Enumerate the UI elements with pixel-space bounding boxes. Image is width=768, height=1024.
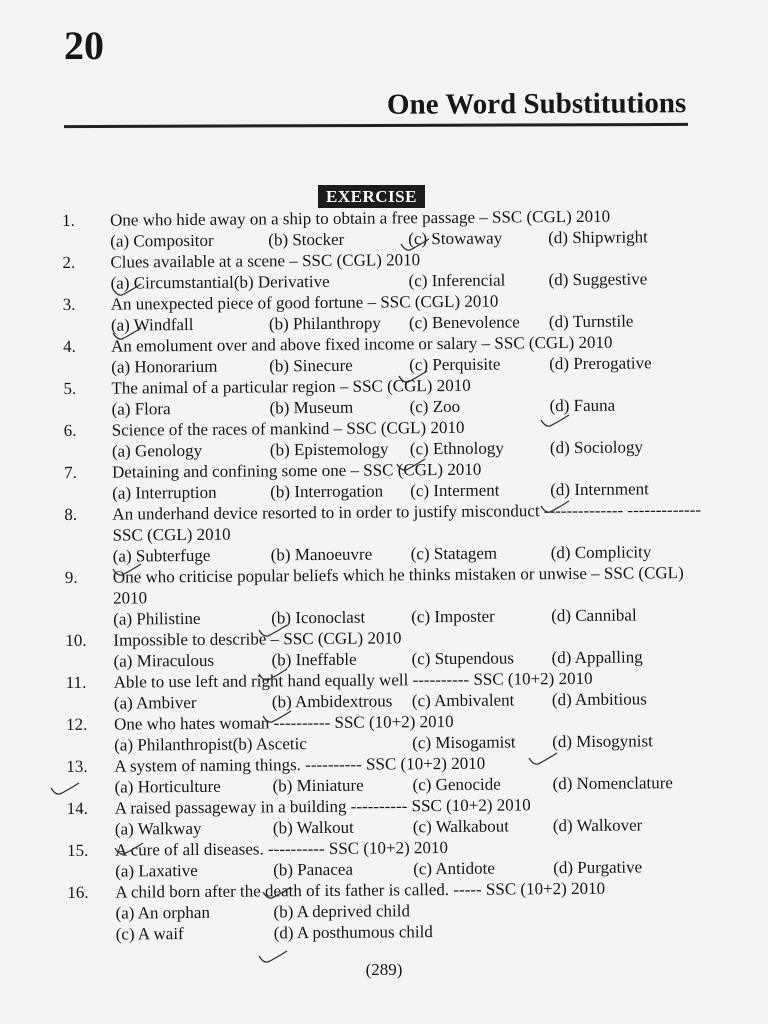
answer-option: (c) Stowaway [408, 228, 503, 249]
answer-option: (c) Antidote [413, 858, 495, 879]
answer-option: (c) Stupendous [411, 648, 515, 669]
answer-option: (c) A waif [115, 924, 184, 944]
answer-option: (a) Subterfuge [112, 545, 211, 566]
answer-option: (c) Benevolence [408, 312, 520, 333]
answer-option: (c) Genocide [412, 774, 501, 795]
answer-option: (a) Philistine [113, 608, 201, 629]
answer-option: (b) Stocker [268, 229, 345, 250]
question-number: 15. [66, 840, 89, 860]
answer-option: (d) Sociology [549, 437, 643, 458]
page-number: (289) [365, 960, 403, 979]
question-item [67, 835, 717, 882]
question-text: A child born after the death of its father is called. ----- SSC (10+2) 2010 [115, 878, 606, 902]
question-item [63, 331, 713, 378]
answer-option: (c) Ambivalent [411, 690, 515, 711]
question-item [65, 562, 715, 630]
question-text: Science of the races of mankind – SSC (CGL) 2010 [111, 417, 465, 440]
question-number: 1. [62, 210, 75, 230]
question-number: 5. [63, 378, 77, 398]
question-item [64, 457, 714, 504]
question-text: Clues available at a scene – SSC (CGL) 2010 [110, 250, 421, 272]
answer-option: (a) Philanthropist(b) Ascetic [114, 734, 307, 755]
answer-option: (b) Philanthropy [268, 313, 381, 334]
question-number: 8. [64, 504, 78, 524]
question-item [65, 625, 715, 672]
question-number: 10. [65, 630, 87, 650]
answer-option: (b) Epistemology [269, 439, 389, 460]
answer-option: (c) Walkabout [412, 816, 509, 837]
question-text: One who hates woman ---------- SSC (10+2) 2010 [113, 711, 454, 734]
title-underline [64, 123, 688, 128]
answer-option: (d) Shipwright [548, 227, 648, 248]
question-item [67, 793, 717, 840]
answer-option: (a) Horticulture [114, 776, 221, 797]
answer-option: (a) Windfall [110, 314, 194, 335]
question-text: One who criticise popular beliefs which he thinks mistaken or unwise – SSC (CGL) 2010 [112, 563, 684, 608]
question-number: 12. [65, 714, 88, 734]
answer-option: (a) Walkway [114, 818, 202, 839]
question-number: 9. [64, 567, 78, 587]
answer-option: (b) Walkout [272, 817, 354, 838]
answer-option: (a) Ambiver [113, 692, 197, 713]
answer-option: (d) Ambitious [551, 689, 647, 710]
question-text: Impossible to describe – SSC (CGL) 2010 [113, 628, 402, 650]
answer-option: (a) Compositor [110, 230, 214, 251]
answer-option: (d) Appalling [551, 647, 643, 668]
answer-option: (d) A posthumous child [273, 922, 433, 943]
question-text: An emolument over and above fixed income or salary – SSC (CGL) 2010 [110, 332, 613, 356]
question-text: An underhand device resorted to in order to justify misconduct -------------- ------------- SSC (CGL) 2010 [112, 499, 702, 545]
answer-option: (c) Inferencial [408, 270, 506, 291]
question-text: An unexpected piece of good fortune – SSC (CGL) 2010 [110, 291, 499, 314]
question-number: 14. [66, 798, 89, 818]
answer-option: (d) Suggestive [548, 269, 648, 290]
answer-option: (d) Complicity [550, 542, 652, 563]
answer-option: (c) Misogamist [412, 732, 516, 753]
chapter-title: One Word Substitutions [386, 87, 687, 121]
answer-option: (a) Honorarium [111, 356, 218, 377]
question-number: 3. [62, 294, 76, 314]
question-item [64, 499, 714, 567]
answer-option: (c) Ethnology [409, 438, 504, 459]
question-item [63, 289, 713, 336]
answer-option: (c) Zoo [409, 396, 461, 417]
question-item [62, 205, 712, 252]
exercise-heading: EXERCISE [318, 185, 425, 208]
answer-option: (a) Genology [111, 440, 203, 461]
answer-option: (d) Purgative [553, 857, 643, 878]
answer-option: (d) Cannibal [551, 605, 637, 626]
answer-option: (a) Circumstantial(b) Derivative [110, 271, 330, 293]
question-text: A raised passageway in a building ---------- SSC (10+2) 2010 [114, 795, 531, 818]
answer-option: (b) Miniature [272, 775, 364, 796]
answer-option: (c) Interment [410, 480, 500, 501]
question-number: 6. [63, 420, 77, 440]
question-text: The animal of a particular region – SSC (CGL) 2010 [111, 375, 471, 398]
answer-option: (b) Interrogation [270, 481, 384, 502]
question-text: A system of naming things. ---------- SSC (10+2) 2010 [114, 753, 486, 776]
question-item [66, 709, 716, 756]
answer-option: (d) Nomenclature [552, 773, 673, 794]
question-item [66, 667, 716, 714]
answer-option: (b) Ineffable [271, 649, 357, 670]
question-item [62, 247, 712, 294]
answer-option: (a) Interruption [112, 482, 217, 503]
answer-option: (b) A deprived child [273, 901, 411, 922]
question-text: Detaining and confining some one – SSC (CGL) 2010 [111, 459, 482, 482]
question-number: 4. [62, 336, 76, 356]
answer-option: (b) Ambidextrous [271, 691, 393, 712]
question-item [64, 415, 714, 462]
answer-option: (a) Flora [111, 399, 171, 419]
question-item [67, 877, 717, 945]
answer-option: (b) Museum [269, 397, 354, 418]
answer-option: (b) Sinecure [269, 355, 353, 376]
answer-option: (d) Internment [550, 479, 649, 500]
question-item [63, 373, 713, 420]
question-number: 2. [62, 252, 76, 272]
answer-option: (c) Imposter [411, 606, 495, 627]
answer-option: (b) Iconoclast [271, 607, 366, 628]
answer-option: (c) Perquisite [409, 354, 501, 375]
answer-option: (d) Fauna [549, 395, 616, 416]
question-item [66, 751, 716, 798]
answer-option: (d) Prerogative [549, 353, 652, 374]
answer-option: (b) Panacea [273, 859, 354, 880]
answer-option: (a) Laxative [115, 860, 198, 881]
question-number: 16. [67, 882, 89, 902]
answer-option: (a) Miraculous [113, 650, 215, 671]
answer-option: (a) An orphan [115, 902, 211, 923]
question-text: Able to use left and right hand equally well ---------- SSC (10+2) 2010 [113, 668, 593, 692]
question-text: One who hide away on a ship to obtain a free passage – SSC (CGL) 2010 [110, 206, 611, 230]
answer-option: (c) Statagem [410, 543, 498, 564]
question-text: A cure of all diseases. ---------- SSC (10+2) 2010 [114, 837, 449, 860]
chapter-number: 20 [64, 23, 104, 68]
question-list [62, 205, 718, 945]
answer-option: (d) Misogynist [552, 731, 653, 752]
answer-option: (d) Turnstile [548, 311, 634, 332]
question-number: 11. [65, 672, 87, 692]
answer-option: (b) Manoeuvre [270, 544, 373, 565]
question-number: 13. [66, 756, 88, 776]
question-number: 7. [63, 462, 77, 482]
answer-option: (d) Walkover [552, 815, 643, 836]
